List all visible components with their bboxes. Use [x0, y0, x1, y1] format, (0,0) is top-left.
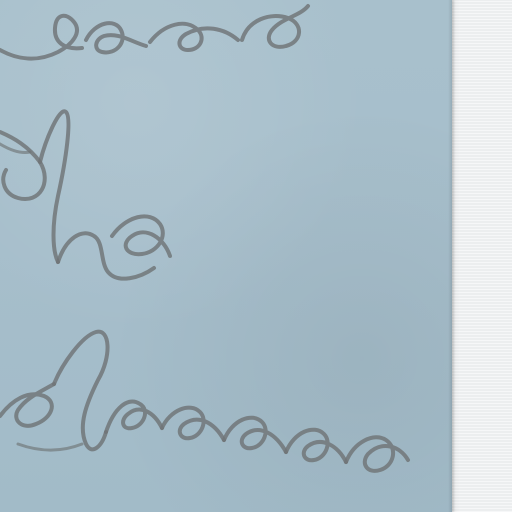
handwriting-line-2	[0, 111, 170, 278]
handwriting-line-1	[0, 6, 308, 59]
handwriting-line-3	[0, 332, 408, 471]
